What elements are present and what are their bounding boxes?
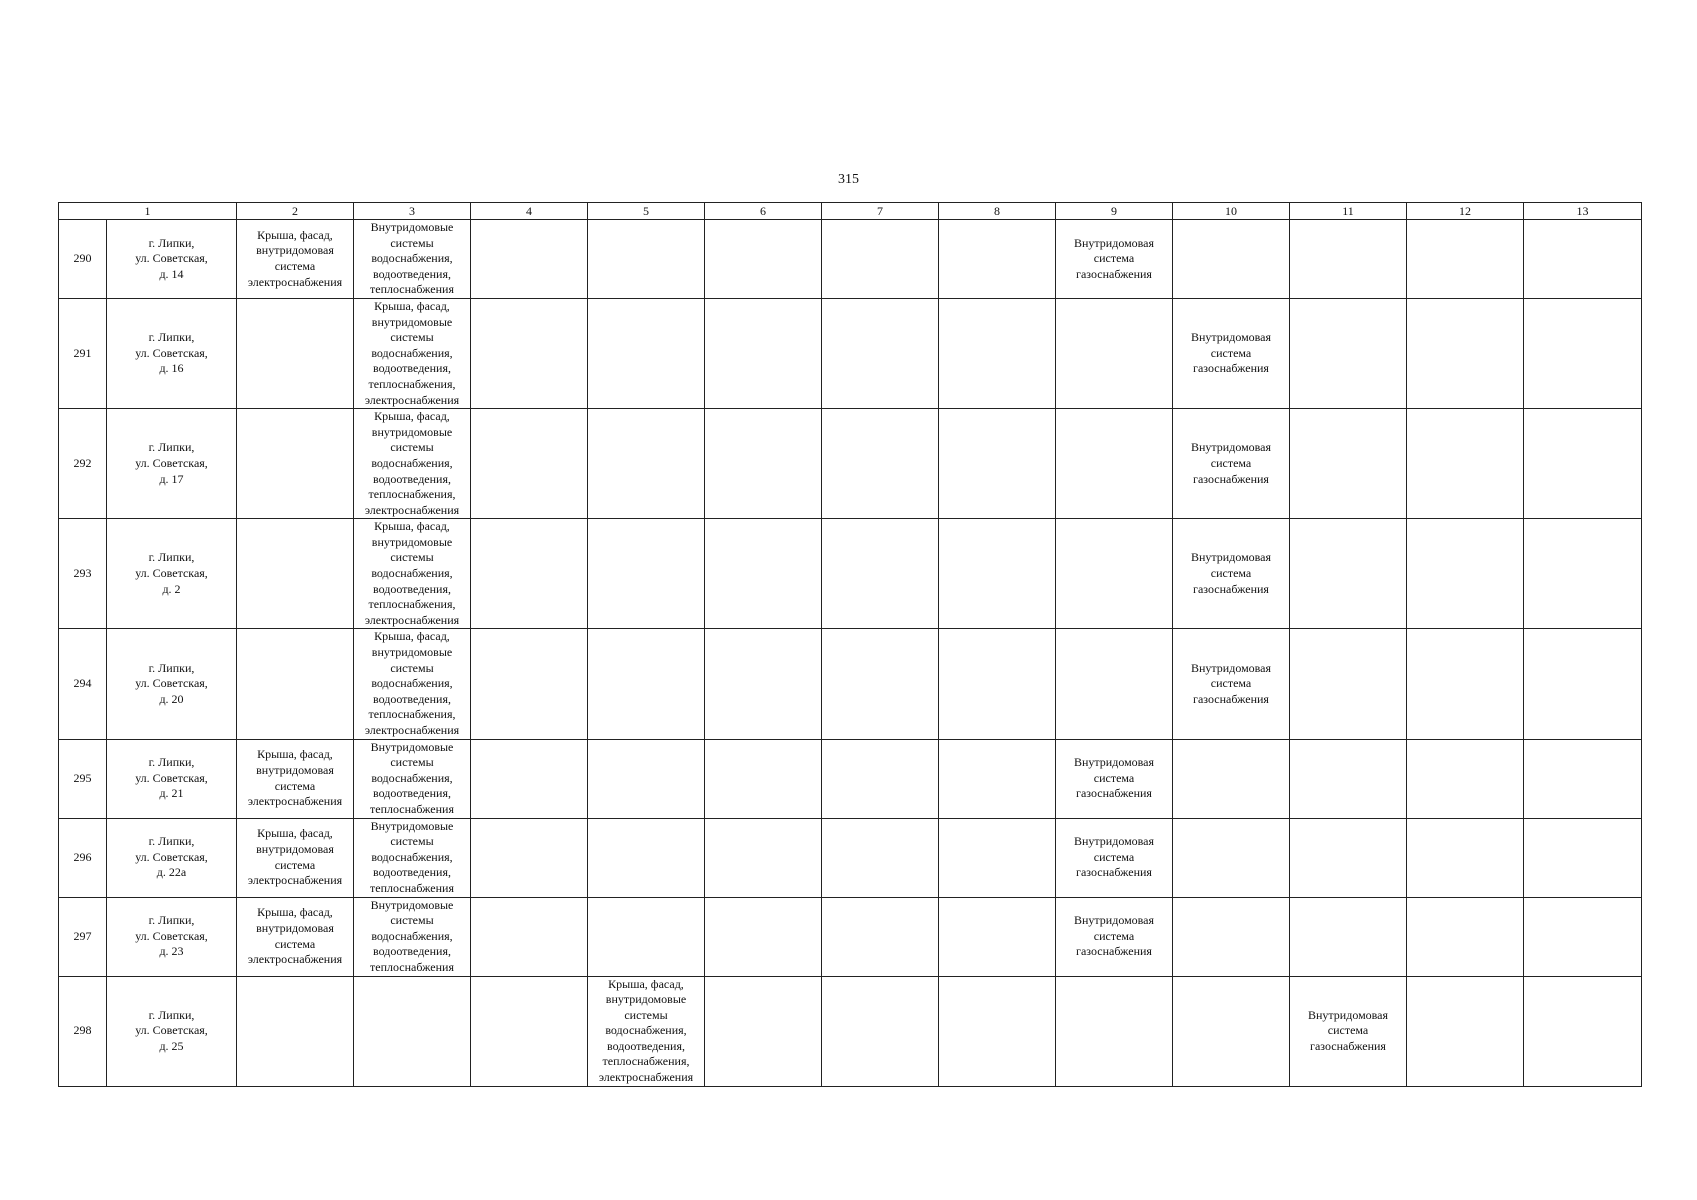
work-description: Внутридомовая система газоснабжения: [1190, 440, 1272, 486]
work-description: Внутридомовая система газоснабжения: [1073, 755, 1155, 801]
address-text: г. Липки, ул. Советская, д. 23: [135, 913, 208, 959]
works-schedule-table: [58, 202, 1642, 1087]
row-number: 292: [59, 409, 107, 519]
period-cell-2: [237, 519, 354, 629]
period-cell-7: [822, 976, 939, 1086]
period-cell-12: [1407, 818, 1524, 897]
period-cell-8: [939, 629, 1056, 739]
period-cell-11: [1290, 897, 1407, 976]
period-cell-11: [1290, 220, 1407, 299]
period-cell-8: [939, 298, 1056, 408]
period-cell-13: [1524, 897, 1642, 976]
period-cell-8: [939, 897, 1056, 976]
period-cell-3: [354, 897, 471, 976]
work-description: Крыша, фасад, внутридомовая система электроснабжения: [247, 905, 343, 967]
address-text: г. Липки, ул. Советская, д. 21: [135, 755, 208, 801]
row-number: 297: [59, 897, 107, 976]
period-cell-6: [705, 629, 822, 739]
period-cell-12: [1407, 220, 1524, 299]
period-cell-2: [237, 409, 354, 519]
work-description: Внутридомовая система газоснабжения: [1073, 235, 1155, 281]
work-description: Крыша, фасад, внутридомовые системы водоснабжения, водоотведения, теплоснабжения, электроснабжения: [364, 519, 460, 627]
period-cell-9: [1056, 519, 1173, 629]
period-cell-12: [1407, 519, 1524, 629]
period-cell-2: [237, 739, 354, 818]
period-cell-4: [471, 739, 588, 818]
period-cell-9: [1056, 629, 1173, 739]
period-cell-11: [1290, 298, 1407, 408]
period-cell-7: [822, 897, 939, 976]
work-description: Внутридомовые системы водоснабжения, водоотведения, теплоснабжения: [370, 897, 454, 974]
period-cell-11: [1290, 739, 1407, 818]
address-cell: [107, 409, 237, 519]
address-cell: [107, 629, 237, 739]
address-cell: [107, 897, 237, 976]
period-cell-7: [822, 409, 939, 519]
column-header-12: 12: [1407, 203, 1524, 220]
period-cell-5: [588, 298, 705, 408]
period-cell-11: [1290, 519, 1407, 629]
work-description: Внутридомовая система газоснабжения: [1190, 550, 1272, 596]
period-cell-5: [588, 897, 705, 976]
period-cell-2: [237, 818, 354, 897]
period-cell-2: [237, 897, 354, 976]
period-cell-5: [588, 818, 705, 897]
table-row: [59, 897, 1642, 976]
period-cell-6: [705, 976, 822, 1086]
period-cell-10: [1173, 220, 1290, 299]
period-cell-2: [237, 976, 354, 1086]
period-cell-10: [1173, 818, 1290, 897]
row-number: 295: [59, 739, 107, 818]
address-text: г. Липки, ул. Советская, д. 16: [135, 330, 208, 376]
table-row: [59, 519, 1642, 629]
period-cell-3: [354, 629, 471, 739]
period-cell-3: [354, 519, 471, 629]
work-description: Внутридомовая система газоснабжения: [1073, 913, 1155, 959]
address-cell: [107, 818, 237, 897]
work-description: Крыша, фасад, внутридомовая система электроснабжения: [247, 747, 343, 809]
period-cell-8: [939, 818, 1056, 897]
period-cell-9: [1056, 739, 1173, 818]
work-description: Внутридомовая система газоснабжения: [1307, 1007, 1389, 1053]
period-cell-12: [1407, 976, 1524, 1086]
column-header-10: 10: [1173, 203, 1290, 220]
period-cell-9: [1056, 298, 1173, 408]
period-cell-8: [939, 739, 1056, 818]
period-cell-3: [354, 976, 471, 1086]
column-header-9: 9: [1056, 203, 1173, 220]
work-description: Внутридомовые системы водоснабжения, водоотведения, теплоснабжения: [370, 739, 454, 816]
address-text: г. Липки, ул. Советская, д. 14: [135, 235, 208, 281]
period-cell-12: [1407, 409, 1524, 519]
row-number: 291: [59, 298, 107, 408]
column-header-11: 11: [1290, 203, 1407, 220]
row-number: 290: [59, 220, 107, 299]
period-cell-6: [705, 897, 822, 976]
row-number: 293: [59, 519, 107, 629]
period-cell-10: [1173, 629, 1290, 739]
work-description: Крыша, фасад, внутридомовая система электроснабжения: [247, 826, 343, 888]
period-cell-4: [471, 897, 588, 976]
period-cell-4: [471, 220, 588, 299]
table-row: [59, 220, 1642, 299]
work-description: Крыша, фасад, внутридомовые системы водоснабжения, водоотведения, теплоснабжения, электроснабжения: [364, 409, 460, 517]
period-cell-3: [354, 220, 471, 299]
period-cell-4: [471, 629, 588, 739]
period-cell-8: [939, 976, 1056, 1086]
work-description: Крыша, фасад, внутридомовая система электроснабжения: [247, 227, 343, 289]
period-cell-6: [705, 409, 822, 519]
period-cell-2: [237, 220, 354, 299]
period-cell-6: [705, 220, 822, 299]
period-cell-3: [354, 818, 471, 897]
period-cell-5: [588, 220, 705, 299]
table-row: [59, 818, 1642, 897]
period-cell-3: [354, 409, 471, 519]
work-description: Крыша, фасад, внутридомовые системы водоснабжения, водоотведения, теплоснабжения, электроснабжения: [364, 629, 460, 737]
period-cell-5: [588, 739, 705, 818]
column-header-5: 5: [588, 203, 705, 220]
address-text: г. Липки, ул. Советская, д. 20: [135, 660, 208, 706]
period-cell-13: [1524, 409, 1642, 519]
address-cell: [107, 298, 237, 408]
period-cell-5: [588, 629, 705, 739]
table-row: [59, 739, 1642, 818]
period-cell-9: [1056, 976, 1173, 1086]
period-cell-10: [1173, 976, 1290, 1086]
period-cell-10: [1173, 298, 1290, 408]
row-number: 298: [59, 976, 107, 1086]
column-header-7: 7: [822, 203, 939, 220]
period-cell-4: [471, 519, 588, 629]
period-cell-7: [822, 739, 939, 818]
period-cell-9: [1056, 897, 1173, 976]
address-cell: [107, 976, 237, 1086]
period-cell-6: [705, 739, 822, 818]
period-cell-7: [822, 519, 939, 629]
table-body: [59, 220, 1642, 1087]
header-row: [59, 203, 1642, 220]
period-cell-6: [705, 298, 822, 408]
table-row: [59, 298, 1642, 408]
column-header-8: 8: [939, 203, 1056, 220]
column-header-3: 3: [354, 203, 471, 220]
period-cell-7: [822, 818, 939, 897]
period-cell-7: [822, 629, 939, 739]
period-cell-10: [1173, 519, 1290, 629]
work-description: Внутридомовые системы водоснабжения, водоотведения, теплоснабжения: [370, 818, 454, 895]
address-text: г. Липки, ул. Советская, д. 17: [135, 440, 208, 486]
column-header-1: 1: [59, 203, 237, 220]
period-cell-6: [705, 818, 822, 897]
period-cell-13: [1524, 818, 1642, 897]
period-cell-9: [1056, 409, 1173, 519]
column-header-13: 13: [1524, 203, 1642, 220]
address-cell: [107, 220, 237, 299]
period-cell-3: [354, 298, 471, 408]
work-description: Крыша, фасад, внутридомовые системы водоснабжения, водоотведения, теплоснабжения, электроснабжения: [598, 976, 694, 1085]
period-cell-8: [939, 409, 1056, 519]
period-cell-12: [1407, 629, 1524, 739]
period-cell-12: [1407, 739, 1524, 818]
period-cell-9: [1056, 220, 1173, 299]
period-cell-10: [1173, 409, 1290, 519]
period-cell-13: [1524, 298, 1642, 408]
work-description: Внутридомовая система газоснабжения: [1073, 834, 1155, 880]
page-number: 315: [838, 172, 859, 187]
period-cell-11: [1290, 629, 1407, 739]
work-description: Крыша, фасад, внутридомовые системы водоснабжения, водоотведения, теплоснабжения, электроснабжения: [364, 298, 460, 407]
period-cell-10: [1173, 739, 1290, 818]
period-cell-13: [1524, 519, 1642, 629]
period-cell-4: [471, 409, 588, 519]
period-cell-4: [471, 976, 588, 1086]
period-cell-11: [1290, 409, 1407, 519]
row-number: 296: [59, 818, 107, 897]
period-cell-13: [1524, 976, 1642, 1086]
period-cell-4: [471, 818, 588, 897]
period-cell-11: [1290, 976, 1407, 1086]
column-header-2: 2: [237, 203, 354, 220]
period-cell-7: [822, 298, 939, 408]
period-cell-6: [705, 519, 822, 629]
period-cell-8: [939, 519, 1056, 629]
table-row: [59, 409, 1642, 519]
address-cell: [107, 739, 237, 818]
address-text: г. Липки, ул. Советская, д. 2: [135, 550, 208, 596]
column-header-4: 4: [471, 203, 588, 220]
period-cell-5: [588, 409, 705, 519]
period-cell-2: [237, 298, 354, 408]
work-description: Внутридомовая система газоснабжения: [1190, 330, 1272, 376]
period-cell-10: [1173, 897, 1290, 976]
period-cell-13: [1524, 629, 1642, 739]
table-row: [59, 629, 1642, 739]
period-cell-3: [354, 739, 471, 818]
period-cell-4: [471, 298, 588, 408]
period-cell-2: [237, 629, 354, 739]
address-text: г. Липки, ул. Советская, д. 25: [135, 1007, 208, 1053]
period-cell-12: [1407, 298, 1524, 408]
address-cell: [107, 519, 237, 629]
period-cell-12: [1407, 897, 1524, 976]
period-cell-11: [1290, 818, 1407, 897]
row-number: 294: [59, 629, 107, 739]
period-cell-5: [588, 976, 705, 1086]
work-description: Внутридомовая система газоснабжения: [1190, 660, 1272, 706]
address-text: г. Липки, ул. Советская, д. 22а: [135, 834, 208, 880]
period-cell-13: [1524, 220, 1642, 299]
period-cell-13: [1524, 739, 1642, 818]
table-row: [59, 976, 1642, 1086]
period-cell-9: [1056, 818, 1173, 897]
period-cell-8: [939, 220, 1056, 299]
period-cell-5: [588, 519, 705, 629]
column-header-6: 6: [705, 203, 822, 220]
work-description: Внутридомовые системы водоснабжения, водоотведения, теплоснабжения: [370, 220, 454, 297]
period-cell-7: [822, 220, 939, 299]
